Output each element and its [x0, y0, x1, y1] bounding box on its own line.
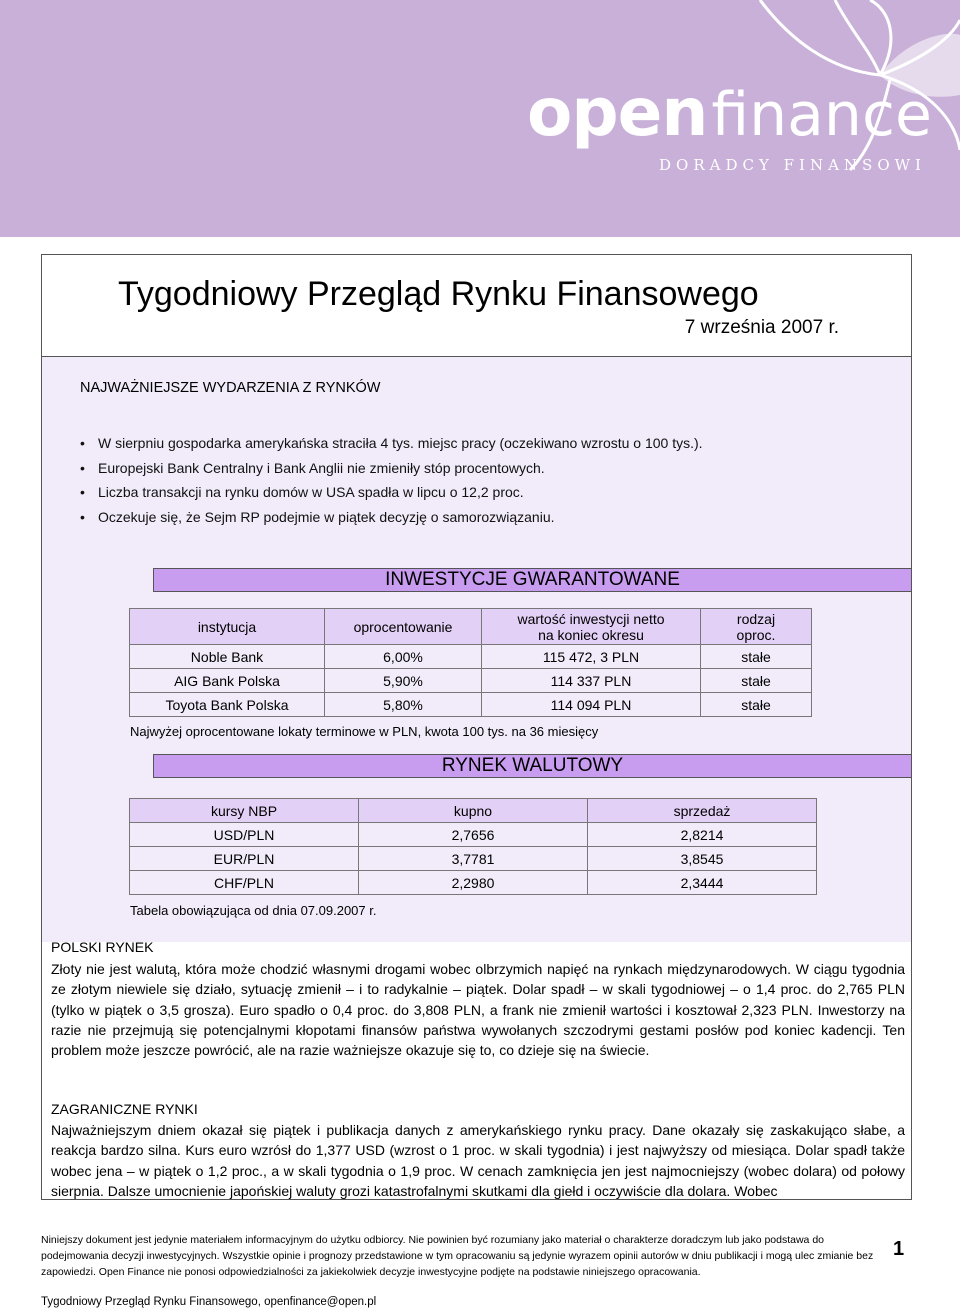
brand-logo	[527, 74, 932, 151]
bullet-icon: •	[80, 435, 85, 451]
brand-tagline: DORADCY FINANSOWI	[659, 156, 926, 174]
table-row: AIG Bank Polska 5,90% 114 337 PLN stałe	[130, 669, 812, 693]
header-band	[0, 0, 960, 237]
header-cell: wartość inwestycji netto na koniec okresu	[482, 609, 701, 645]
list-item: • Liczba transakcji na rynku domów w USA spadła w lipcu o 12,2 proc.	[80, 480, 703, 505]
currency-note: Tabela obowiązująca od dnia 07.09.2007 r.	[130, 903, 377, 918]
highlight-section	[42, 357, 911, 942]
page-title: Tygodniowy Przegląd Rynku Finansowego	[118, 275, 759, 313]
title-box	[42, 255, 911, 357]
header-cell: oprocentowanie	[325, 609, 482, 645]
header-cell: instytucja	[130, 609, 325, 645]
foreign-markets-text: Najważniejszym dniem okazał się piątek i publikacja danych z amerykańskiego rynku pracy. Dane okazały się zaskakująco słabe, a reakcja bardzo silna. Kurs euro wzrósł do 1,377 USD (wzrost o 1 proc. w skali tygodnia) i jest najwyższy od miesiąca. Dolar spadł także wobec jena – w piątek o 1,2 proc., a w skali tygodnia o 1,9 proc. W cenach zamknięcia jen jest najmocniejszy (wobec dolara) od połowy sierpnia. Dalsze umocnienie japońskiej waluty grozi katastrofalnymi skutkami dla giełd i oczywiście dla dolara. Wobec	[51, 1122, 905, 1199]
logo-finance-text: finance	[711, 80, 932, 150]
header-cell: sprzedaż	[588, 799, 817, 823]
polish-market-text: Złoty nie jest walutą, która może chodzić własnymi drogami wobec olbrzymich napięć na rynkach międzynarodowych. W ciągu tygodnia ze złotym niewiele się działo, sytuację zmienił – i to radykalnie – piątek. Dolar spadł – w skali tygodniowej – o 1,4 proc. do 2,765 PLN (tylko w piątek o 3,5 grosza). Euro spadło o 0,4 proc. do 3,808 PLN, a frank nie zmienił wartości i kosztował 2,323 PLN. Inwestorzy na razie nie przejmują się potencjalnymi kłopotami finansów państwa wywołanych szczodrymi gestami posłów pod koniec kadencji. Ten problem może jeszcze powrócić, ale na razie ważniejsze okazuje się to, co dzieje się na świecie.	[51, 961, 905, 1059]
table-header-row	[130, 799, 817, 823]
investments-table	[129, 608, 812, 717]
investments-title-bar: INWESTYCJE GWARANTOWANE	[153, 568, 912, 592]
footer-disclaimer: Niniejszy dokument jest jedynie materiałem informacyjnym do użytku odbiorcy. Nie powinien być rozumiany jako materiał o charakterze doradczym lub jako podstawa do podejmowania decyzji inwestycyjnych. Wszystkie opinie i prognozy przedstawione w tym opracowaniu są jedynie wyrazem opinii autorów w dniu publikacji i mogą ulec zmianie bez zapowiedzi. Open Finance nie ponosi odpowiedzialności za jakiekolwiek decyzje inwestycyjne podjęte na podstawie niniejszego opracowania.	[41, 1234, 874, 1278]
header-cell: kursy NBP	[130, 799, 359, 823]
events-heading: NAJWAŻNIEJSZE WYDARZENIA Z RYNKÓW	[80, 380, 381, 396]
bullet-icon: •	[80, 459, 85, 476]
list-item: • Oczekuje się, że Sejm RP podejmie w piątek decyzję o samorozwiązaniu.	[80, 505, 703, 530]
investments-note: Najwyżej oprocentowane lokaty terminowe w PLN, kwota 100 tys. na 36 miesięcy	[130, 724, 599, 739]
table-row: USD/PLN 2,7656 2,8214	[130, 823, 817, 847]
document-frame	[41, 254, 912, 1200]
header-cell: kupno	[359, 799, 588, 823]
table-row: EUR/PLN 3,7781 3,8545	[130, 847, 817, 871]
list-item: • Europejski Bank Centralny i Bank Anglii nie zmieniły stóp procentowych.	[80, 456, 703, 481]
currency-title-bar: RYNEK WALUTOWY	[153, 754, 912, 778]
foreign-markets-heading: ZAGRANICZNE RYNKI	[51, 1101, 198, 1117]
header-cell: rodzaj oproc.	[701, 609, 812, 645]
document-date: 7 września 2007 r.	[684, 317, 839, 338]
events-list	[80, 431, 703, 529]
currency-table	[129, 798, 817, 895]
bullet-icon: •	[80, 508, 85, 525]
bullet-icon: •	[80, 484, 85, 500]
table-row: CHF/PLN 2,2980 2,3444	[130, 871, 817, 895]
table-row: Noble Bank 6,00% 115 472, 3 PLN stałe	[130, 645, 812, 669]
page-number: 1	[893, 1238, 905, 1260]
footer-line: Tygodniowy Przegląd Rynku Finansowego, openfinance@open.pl	[41, 1296, 377, 1308]
table-row: Toyota Bank Polska 5,80% 114 094 PLN stałe	[130, 693, 812, 717]
polish-market-heading: POLSKI RYNEK	[51, 939, 154, 955]
logo-open-text: open	[527, 74, 708, 151]
list-item: • W sierpniu gospodarka amerykańska straciła 4 tys. miejsc pracy (oczekiwano wzrostu o 100 tys.).	[80, 431, 703, 456]
table-header-row	[130, 609, 812, 645]
